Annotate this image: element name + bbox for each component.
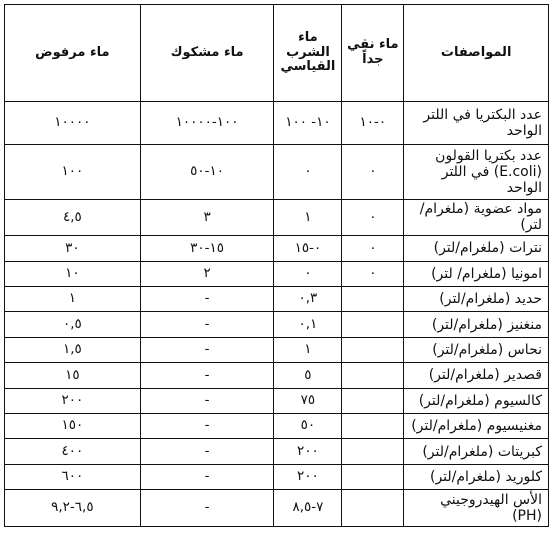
cell-description: عدد البكتريا في اللتر الواحد <box>404 102 549 145</box>
cell-standard: ٠,٣ <box>274 286 342 311</box>
cell-very-pure <box>342 490 404 527</box>
cell-standard: ٧٥ <box>274 388 342 413</box>
cell-standard: ٥ <box>274 363 342 388</box>
header-very-pure: ماء نقي جداً <box>342 5 404 102</box>
cell-standard: ٠ <box>274 145 342 199</box>
cell-very-pure <box>342 414 404 439</box>
cell-very-pure: ٠ <box>342 236 404 261</box>
cell-doubtful: - <box>140 337 274 362</box>
cell-doubtful: - <box>140 490 274 527</box>
table-row <box>5 261 549 286</box>
water-quality-table-container <box>4 4 549 527</box>
table-row <box>5 145 549 199</box>
cell-rejected: ٢٠٠ <box>5 388 141 413</box>
cell-standard: ٠-١٥ <box>274 236 342 261</box>
cell-very-pure <box>342 286 404 311</box>
cell-doubtful: - <box>140 439 274 464</box>
cell-standard: ٢٠٠ <box>274 464 342 489</box>
cell-standard: ٧-٨,٥ <box>274 490 342 527</box>
cell-doubtful: - <box>140 286 274 311</box>
cell-description: مواد عضوية (ملغرام/لتر) <box>404 199 549 236</box>
cell-rejected: ١,٥ <box>5 337 141 362</box>
cell-doubtful: - <box>140 464 274 489</box>
cell-description: نترات (ملغرام/لتر) <box>404 236 549 261</box>
cell-rejected: ١٥٠ <box>5 414 141 439</box>
cell-rejected: ١ <box>5 286 141 311</box>
table-row <box>5 286 549 311</box>
cell-description: عدد بكتريا القولون (E.coli) في اللتر الواحد <box>404 145 549 199</box>
cell-rejected: ١٥ <box>5 363 141 388</box>
cell-very-pure <box>342 439 404 464</box>
cell-very-pure <box>342 312 404 337</box>
cell-very-pure: ٠ <box>342 199 404 236</box>
cell-doubtful: - <box>140 388 274 413</box>
cell-standard: ٠ <box>274 261 342 286</box>
cell-standard: ١ <box>274 337 342 362</box>
cell-rejected: ٣٠ <box>5 236 141 261</box>
cell-doubtful: ١٠٠-١٠٠٠٠ <box>140 102 274 145</box>
cell-description: قصدير (ملغرام/لتر) <box>404 363 549 388</box>
cell-description: مغنيسيوم (ملغرام/لتر) <box>404 414 549 439</box>
cell-very-pure <box>342 464 404 489</box>
cell-rejected: ١٠٠ <box>5 145 141 199</box>
table-row <box>5 337 549 362</box>
cell-description: كبريتات (ملغرام/لتر) <box>404 439 549 464</box>
table-row <box>5 199 549 236</box>
table-row <box>5 490 549 527</box>
table-row <box>5 363 549 388</box>
cell-standard: ١٠- ١٠٠ <box>274 102 342 145</box>
table-row <box>5 464 549 489</box>
cell-description: نحاس (ملغرام/لتر) <box>404 337 549 362</box>
cell-very-pure <box>342 337 404 362</box>
table-row <box>5 312 549 337</box>
cell-very-pure <box>342 388 404 413</box>
cell-standard: ٥٠ <box>274 414 342 439</box>
header-row <box>5 5 549 102</box>
cell-doubtful: ٢ <box>140 261 274 286</box>
water-quality-table <box>4 4 549 527</box>
table-row <box>5 414 549 439</box>
cell-very-pure <box>342 363 404 388</box>
header-doubtful: ماء مشكوك <box>140 5 274 102</box>
cell-doubtful: - <box>140 414 274 439</box>
table-row <box>5 439 549 464</box>
cell-rejected: ٠,٥ <box>5 312 141 337</box>
cell-standard: ٠,١ <box>274 312 342 337</box>
cell-very-pure: ٠-١٠ <box>342 102 404 145</box>
cell-description: امونيا (ملغرام/ لتر) <box>404 261 549 286</box>
cell-doubtful: ٣ <box>140 199 274 236</box>
cell-very-pure: ٠ <box>342 261 404 286</box>
cell-rejected: ١٠ <box>5 261 141 286</box>
cell-rejected: ٦,٥-٩,٢ <box>5 490 141 527</box>
header-standard: ماء الشرب القياسي <box>274 5 342 102</box>
cell-description: كلوريد (ملغرام/لتر) <box>404 464 549 489</box>
header-rejected: ماء مرفوض <box>5 5 141 102</box>
cell-doubtful: - <box>140 363 274 388</box>
cell-standard: ٢٠٠ <box>274 439 342 464</box>
table-row <box>5 102 549 145</box>
cell-description: حديد (ملغرام/لتر) <box>404 286 549 311</box>
cell-doubtful: - <box>140 312 274 337</box>
cell-very-pure: ٠ <box>342 145 404 199</box>
cell-rejected: ٤٠٠ <box>5 439 141 464</box>
cell-rejected: ٤,٥ <box>5 199 141 236</box>
table-row <box>5 388 549 413</box>
header-description: المواصفات <box>404 5 549 102</box>
cell-rejected: ١٠٠٠٠ <box>5 102 141 145</box>
cell-description: منغنيز (ملغرام/لتر) <box>404 312 549 337</box>
cell-description: كالسيوم (ملغرام/لتر) <box>404 388 549 413</box>
cell-rejected: ٦٠٠ <box>5 464 141 489</box>
cell-doubtful: ١٠-٥٠ <box>140 145 274 199</box>
cell-description: الأس الهيدروجيني (PH) <box>404 490 549 527</box>
cell-doubtful: ١٥-٣٠ <box>140 236 274 261</box>
cell-standard: ١ <box>274 199 342 236</box>
table-row <box>5 236 549 261</box>
